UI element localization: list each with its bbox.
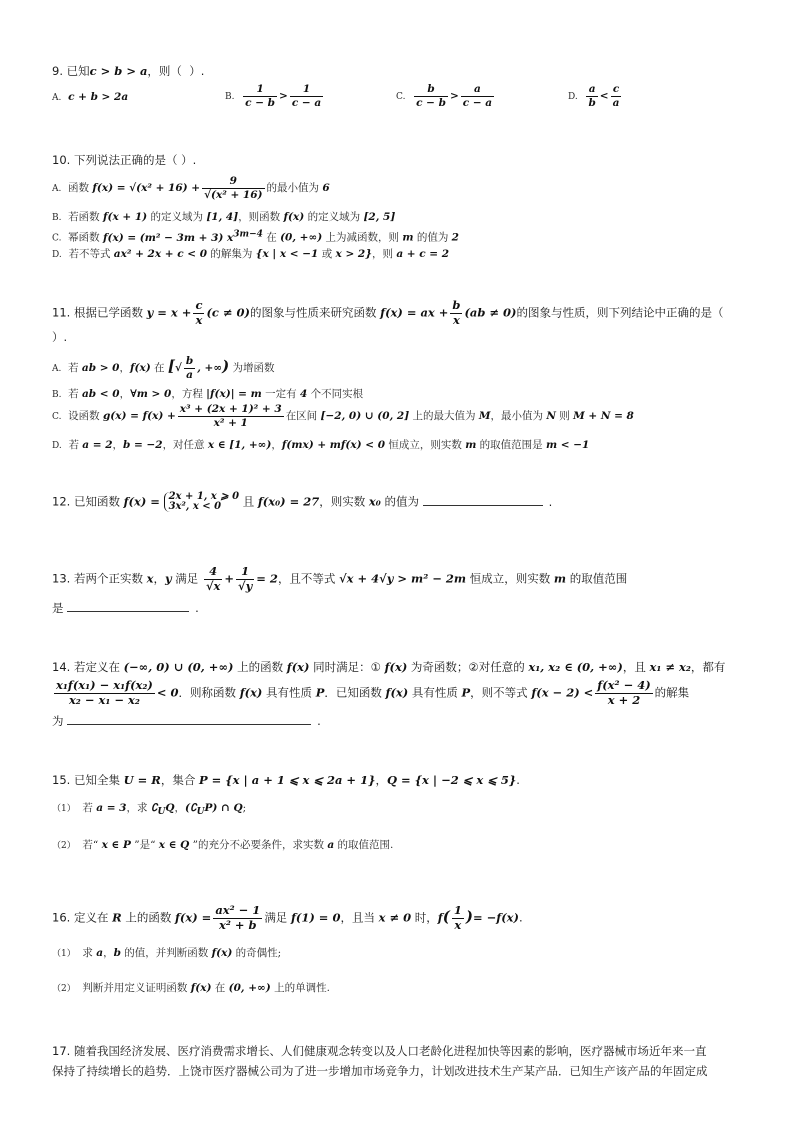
q11-stem: 11. 根据已学函数 y = x + $\frac{c}{x}$ (c ≠ 0)的图象与性质来研究函数 f(x) = ax + $\frac{b}{x}$ (ab ≠ 0)的图象与性质，则下列结论中正确的是（: [52, 298, 724, 327]
q11-stem-end: ）.: [52, 330, 68, 344]
q14-stem-line1: 14. 若定义在 (−∞, 0) ∪ (0, +∞) 上的函数 f(x) 同时满足：① f(x) 为奇函数；②对任意的 x₁, x₂ ∈ (0, +∞)，且 x₁ ≠ x₂，都有: [52, 660, 726, 674]
q12-answer-blank[interactable]: [423, 494, 543, 506]
q11-option-d: D. 若 a = 2，b = −2，对任意 x ∈ [1, +∞)，f(mx) + mf(x) < 0 恒成立，则实数 m 的取值范围是 m < −1: [52, 439, 590, 451]
q17-stem-line2: 保持了持续增长的趋势．上饶市医疗器械公司为了进一步增加市场竞争力，计划改进技术生产某产品．已知生产该产品的年固定成: [52, 1064, 708, 1078]
q12-stem: 12. 已知函数 f(x) = 2x + 1, x ⩾ 0 3x², x < 0 且 f(x₀) = 27，则实数 x₀ 的值为 .: [52, 491, 553, 512]
q10-option-b: B. 若函数 f(x + 1) 的定义域为 [1, 4]，则函数 f(x) 的定义域为 [2, 5]: [52, 211, 396, 223]
q10-option-a: A. 函数 f(x) = √(x² + 16) + $\frac{9}{\text{√(x² + 16)}}$ 的最小值为 6: [52, 175, 330, 201]
q14-answer-blank[interactable]: [67, 713, 311, 725]
q16-part2: （2） 判断并用定义证明函数 f(x) 在 (0, +∞) 上的单调性.: [52, 982, 330, 994]
q15-part1: （1） 若 a = 3，求 $∁_UQ$，$(∁_UP)$ ∩ Q;: [52, 802, 247, 818]
q15-part2: （2） 若“ x ∈ P ”是“ x ∈ Q ”的充分不必要条件，求实数 a 的取值范围.: [52, 839, 394, 851]
q11-option-b: B. 若 ab < 0，∀m > 0，方程 |f(x)| = m 一定有 4 个不同实根: [52, 388, 364, 400]
q16-stem: 16. 定义在 R 上的函数 f(x) = $\frac{\text{ax² − 1}}{\text{x² + b}}$ 满足 f(1) = 0，且当 x ≠ 0 时，f( $\frac{1}{x}$ )= −f(x).: [52, 903, 523, 932]
q9-option-a: A. c + b > 2a: [52, 91, 129, 103]
q10-option-d: D. 若不等式 ax² + 2x + c < 0 的解集为 {x | x < −1 或 x > 2}，则 a + c = 2: [52, 248, 450, 260]
q13-answer-line: 是 .: [52, 601, 199, 615]
q11-option-c: C. 设函数 g(x) = f(x) + $\frac{\text{x³ + (2x + 1)² + 3}}{\text{x² + 1}}$ 在区间 [−2, 0) ∪ (0, 2] 上的最大值为 M，最小值为 N 则 M + N = 8: [52, 403, 634, 429]
q11-option-a: A. 若 ab > 0，f(x) 在 [√ $\frac{b}{a}$ , +∞) 为增函数: [52, 355, 275, 381]
q10-stem: 10. 下列说法正确的是（ ）.: [52, 153, 197, 167]
q13-answer-blank[interactable]: [67, 600, 189, 612]
q17-stem-line1: 17. 随着我国经济发展、医疗消费需求增长、人们健康观念转变以及人口老龄化进程加快等因素的影响，医疗器械市场近年来一直: [52, 1044, 707, 1058]
q9-stem: 9. 已知c > b > a，则（ ）.: [52, 64, 205, 78]
q10-option-c: C. 幂函数 f(x) = (m² − 3m + 3) $x^{3m-4}$ 在 (0, +∞) 上为减函数，则 m 的值为 2: [52, 229, 459, 244]
q14-answer-line: 为 .: [52, 714, 321, 728]
q13-stem: 13. 若两个正实数 x，y 满足 $\frac{4}{√x}$ + $\frac{1}{√y}$ = 2，且不等式 √x + 4√y > m² − 2m 恒成立，则实数 m 的取值范围: [52, 564, 628, 593]
q9-option-c: C. $\frac{b}{c - b}$ > $\frac{a}{c - a}$: [396, 83, 493, 109]
q16-part1: （1） 求 a，b 的值，并判断函数 f(x) 的奇偶性;: [52, 947, 282, 959]
q9-option-d: D. $\frac{a}{b}$ < $\frac{c}{a}$: [568, 83, 620, 109]
q9-option-b: B. $\frac{1}{c - b}$ > $\frac{1}{c - a}$: [225, 83, 322, 109]
q15-stem: 15. 已知全集 U = R，集合 P = {x | a + 1 ⩽ x ⩽ 2a + 1}，Q = {x | −2 ⩽ x ⩽ 5}.: [52, 773, 520, 787]
q14-stem-line2: $\frac{\text{x₁f(x₁) − x₁f(x₂)}}{\text{x₂ − x₁ − x₂}}$ < 0．则称函数 f(x) 具有性质 P．已知函数 f(x) 具有性质 P，则不等式 f(x − 2) < $\frac{\text{f(x² − 4)}}{x + 2}$ 的解集: [56, 678, 690, 707]
